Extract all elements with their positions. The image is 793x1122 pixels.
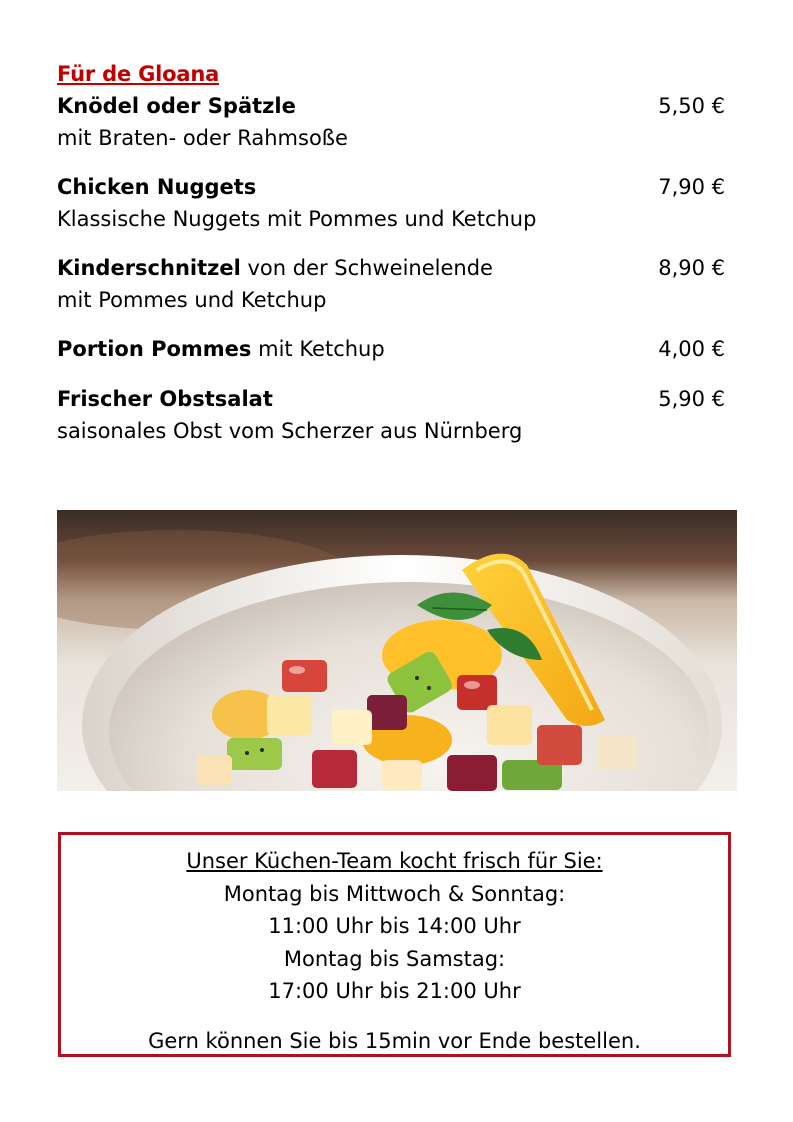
hours-line: Montag bis Mittwoch & Sonntag:	[223, 881, 566, 906]
menu-item-header	[57, 90, 725, 122]
menu-item	[57, 333, 725, 365]
menu-item-name: Frischer Obstsalat	[57, 387, 273, 411]
menu-item-price: 8,90 €	[658, 256, 725, 280]
menu-item-header	[57, 383, 725, 415]
menu-item-name: Portion Pommes	[57, 337, 252, 361]
order-note: Gern können Sie bis 15min vor Ende bestellen.	[148, 1028, 641, 1053]
menu-item-price: 4,00 €	[658, 337, 725, 361]
section-title: Für de Gloana	[57, 62, 220, 86]
menu-item	[57, 90, 725, 154]
fruit-salad-illustration	[57, 510, 737, 791]
menu-item-description: Klassische Nuggets mit Pommes und Ketchup	[57, 207, 537, 231]
menu-item-name-suffix: von der Schweinelende	[240, 256, 493, 280]
fruit-salad-photo	[57, 510, 737, 791]
menu-item	[57, 252, 725, 316]
menu-item-header	[57, 333, 725, 365]
menu-item-price: 5,90 €	[658, 387, 725, 411]
menu-item-name: Kinderschnitzel	[57, 256, 241, 280]
menu-item	[57, 171, 725, 235]
hours-line: 17:00 Uhr bis 21:00 Uhr	[268, 979, 521, 1003]
hours-line: 11:00 Uhr bis 14:00 Uhr	[268, 914, 521, 938]
menu-item-description: saisonales Obst vom Scherzer aus Nürnberg	[57, 419, 523, 443]
menu-item-description: mit Pommes und Ketchup	[57, 288, 327, 312]
menu-item-name-suffix: mit Ketchup	[251, 337, 385, 361]
menu-item-description: mit Braten- oder Rahmsoße	[57, 126, 348, 150]
hours-title: Unser Küchen-Team kocht frisch für Sie:	[186, 849, 603, 873]
menu-item-header	[57, 171, 725, 203]
menu-item-price: 7,90 €	[658, 175, 725, 199]
menu-item-header	[57, 252, 725, 284]
kitchen-hours-box	[58, 832, 731, 1057]
menu-item-name: Chicken Nuggets	[57, 175, 257, 199]
menu-item-price: 5,50 €	[658, 94, 725, 118]
menu-item-name: Knödel oder Spätzle	[57, 94, 296, 118]
menu-item	[57, 383, 725, 447]
hours-line: Montag bis Samstag:	[283, 946, 506, 971]
